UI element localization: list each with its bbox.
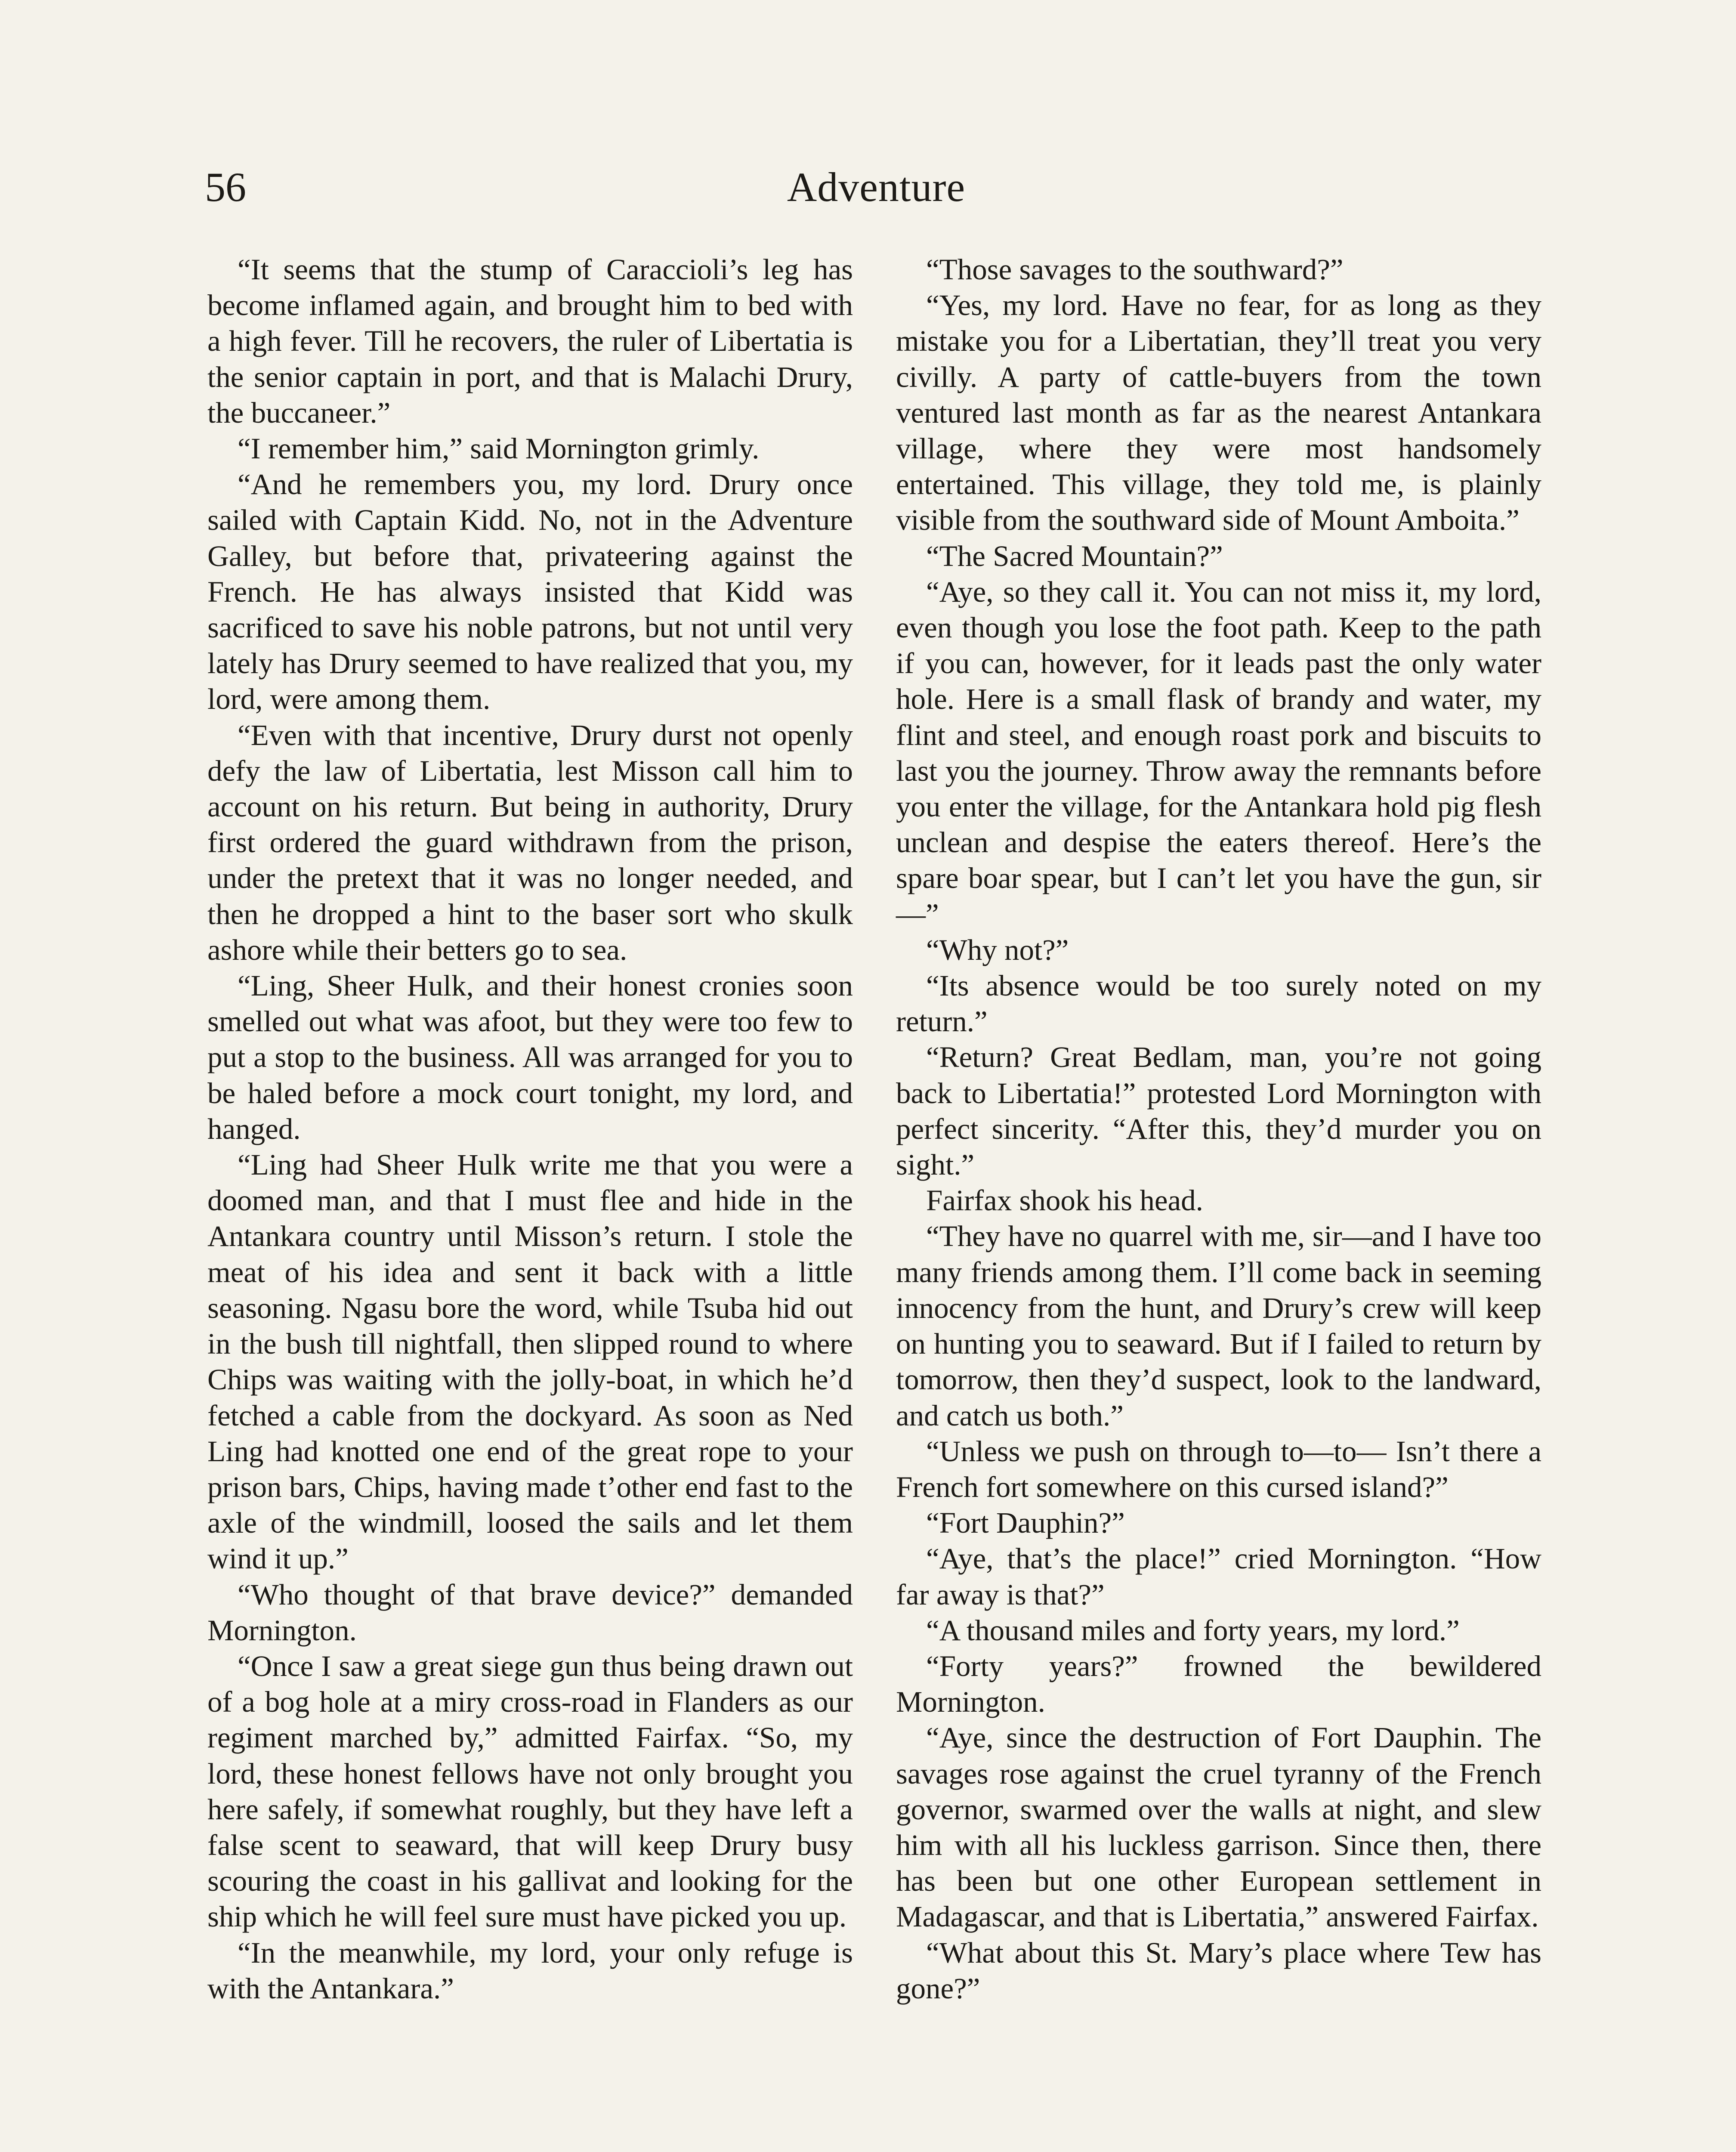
- paragraph: “Its absence would be too surely noted on my return.”: [896, 969, 1541, 1038]
- paragraph: “Return? Great Bedlam, man, you’re not going back to Libertatia!” protested Lord Mornington with perfect sincerity. “After this, they’d murder you on sight.”: [896, 1041, 1541, 1181]
- paragraph: “Who thought of that brave device?” demanded Mornington.: [207, 1578, 853, 1647]
- paragraph: “Unless we push on through to—to— Isn’t there a French fort somewhere on this cursed island?”: [896, 1435, 1541, 1503]
- paragraph: “It seems that the stump of Caraccioli’s leg has become inflamed again, and brought him to bed with a high fever. Till he recovers, the ruler of Libertatia is the senior captain in port, and that is Malachi Drury, the buccaneer.”: [207, 253, 853, 429]
- paragraph: “Forty years?” frowned the bewildered Mornington.: [896, 1649, 1541, 1719]
- paragraph: “Ling had Sheer Hulk write me that you were a doomed man, and that I must flee and hide in the Antankara country until Misson’s return. I stole the meat of his idea and sent it back with a little seasoning. Ngasu bore the word, while Tsuba hid out in the bush till nightfall, then slipped round to where Chips was waiting with the jolly-boat, in which he’d fetched a cable from the dockyard. As soon as Ned Ling had knotted one end of the great rope to your prison bars, Chips, having made t’other end fast to the axle of the windmill, loosed the sails and let them wind it up.”: [207, 1148, 853, 1575]
- paragraph: “The Sacred Mountain?”: [926, 539, 1223, 572]
- paragraph: “Once I saw a great siege gun thus being drawn out of a bog hole at a miry cross-road in Flanders as our regiment marched by,” admitted Fairfax. “So, my lord, these honest fellows have not only brought you here safely, if somewhat roughly, but they have left a false scent to seaward, that will keep Drury busy scouring the coast in his gallivat and looking for the ship which he will feel sure must have picked you up.: [207, 1649, 853, 1933]
- paragraph: “They have no quarrel with me, sir—and I have too many friends among them. I’ll come back in seeming innocency from the hunt, and Drury’s crew will keep on hunting you to seaward. But if I failed to return by tomorrow, then they’d suspect, look to the landward, and catch us both.”: [896, 1220, 1541, 1432]
- paragraph: “Fort Dauphin?”: [926, 1506, 1125, 1540]
- paragraph: “Those savages to the southward?”: [926, 253, 1344, 286]
- paragraph: “Ling, Sheer Hulk, and their honest cronies soon smelled out what was afoot, but they were too few to put a stop to the business. All was arranged for you to be haled before a mock court tonight, my lord, and hanged.: [207, 969, 853, 1145]
- left-column: [207, 252, 853, 2007]
- page-header: [205, 159, 1548, 215]
- paragraph: “Even with that incentive, Drury durst not openly defy the law of Libertatia, lest Misson call him to account on his return. But being in authority, Drury first ordered the guard withdrawn from the prison, under the pretext that it was no longer needed, and then he dropped a hint to the baser sort who skulk ashore while their betters go to sea.: [207, 718, 853, 966]
- paragraph: “And he remembers you, my lord. Drury once sailed with Captain Kidd. No, not in the Adventure Galley, but before that, privateering against the French. He has always insisted that Kidd was sacrificed to save his noble patrons, but not until very lately has Drury seemed to have realized that you, my lord, were among them.: [207, 468, 853, 716]
- running-head: Adventure: [787, 164, 966, 210]
- paragraph: “Aye, since the destruction of Fort Dauphin. The savages rose against the cruel tyranny of the French governor, swarmed over the walls at night, and slew him with all his luckless garrison. Since then, there has been but one other European settlement in Madagascar, and that is Libertatia,” answered Fairfax.: [896, 1721, 1541, 1933]
- paragraph: “A thousand miles and forty years, my lord.”: [926, 1614, 1460, 1647]
- paragraph: “In the meanwhile, my lord, your only refuge is with the Antankara.”: [207, 1936, 853, 2005]
- right-column: [896, 252, 1541, 2007]
- paragraph: “What about this St. Mary’s place where Tew has gone?”: [896, 1936, 1541, 2005]
- paragraph: “I remember him,” said Mornington grimly.: [238, 432, 760, 465]
- paragraph: “Why not?”: [926, 933, 1069, 966]
- paragraph: “Aye, so they call it. You can not miss it, my lord, even though you lose the foot path. Keep to the path if you can, however, for it leads past the only water hole. Here is a small flask of brandy and water, my flint and steel, and enough roast pork and biscuits to last you the journey. Throw away the remnants before you enter the village, for the Antankara hold pig flesh unclean and despise the eaters thereof. Here’s the spare boar spear, but I can’t let you have the gun, sir—”: [896, 575, 1541, 931]
- paragraph: “Aye, that’s the place!” cried Mornington. “How far away is that?”: [896, 1542, 1541, 1611]
- page-number: 56: [205, 164, 246, 210]
- paragraph: “Yes, my lord. Have no fear, for as long as they mistake you for a Libertatian, they’ll treat you very civilly. A party of cattle-buyers from the town ventured last month as far as the nearest Antankara village, where they were most handsomely entertained. This village, they told me, is plainly visible from the southward side of Mount Amboita.”: [896, 289, 1541, 537]
- paragraph: Fairfax shook his head.: [926, 1184, 1203, 1217]
